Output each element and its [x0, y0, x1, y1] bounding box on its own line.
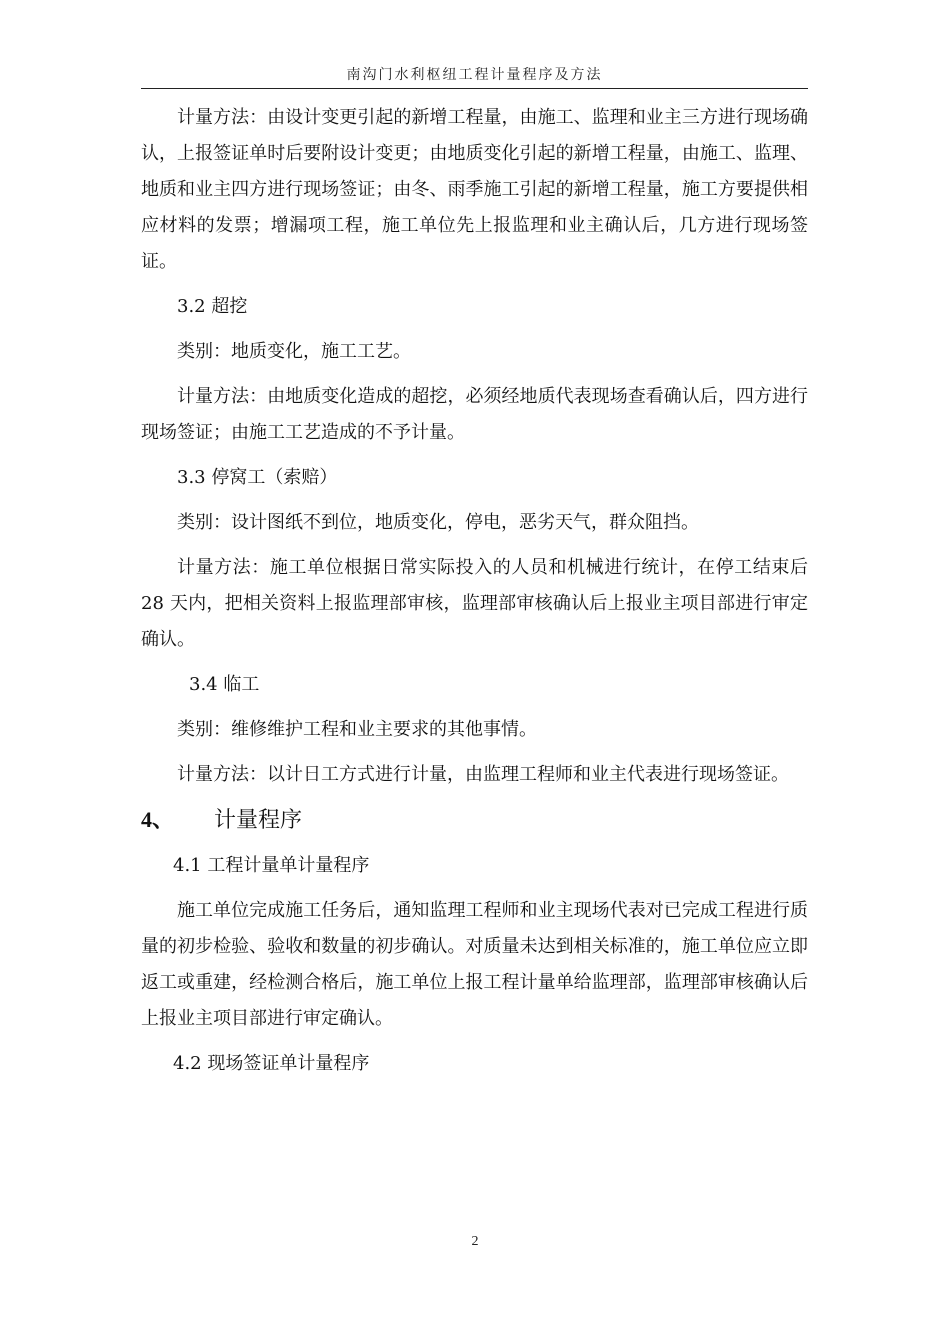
paragraph-3-4-method: 计量方法：以计日工方式进行计量，由监理工程师和业主代表进行现场签证。	[177, 764, 789, 785]
section-4-heading	[141, 802, 808, 839]
paragraph-3-4-category: 类别：维修维护工程和业主要求的其他事情。	[177, 719, 537, 740]
heading-4-2: 4.2 现场签证单计量程序	[173, 1053, 370, 1074]
heading-3-2: 3.2 超挖	[177, 296, 248, 317]
heading-3-4: 3.4 临工	[189, 674, 260, 695]
page-number: 2	[471, 1234, 479, 1249]
paragraph-3-2-method: 计量方法：由地质变化造成的超挖，必须经地质代表现场查看确认后，四方进行现场签证；由施工工艺造成的不予计量。	[141, 386, 808, 443]
section-4-title: 计量程序	[214, 808, 303, 833]
document-body	[141, 100, 808, 1091]
section-4-number: 4、	[141, 807, 175, 832]
heading-4-1: 4.1 工程计量单计量程序	[173, 855, 370, 876]
heading-3-3: 3.3 停窝工（索赔）	[177, 467, 338, 488]
paragraph-3-1-method: 计量方法：由设计变更引起的新增工程量，由施工、监理和业主三方进行现场确认，上报签证单时后要附设计变更；由地质变化引起的新增工程量，由施工、监理、地质和业主四方进行现场签证；由冬、雨季施工引起的新增工程量，施工方要提供相应材料的发票；增漏项工程，施工单位先上报监理和业主确认后，几方进行现场签证。	[141, 107, 808, 272]
paragraph-3-3-method: 计量方法：施工单位根据日常实际投入的人员和机械进行统计，在停工结束后 28 天内，把相关资料上报监理部审核，监理部审核确认后上报业主项目部进行审定确认。	[141, 557, 808, 650]
paragraph-3-2-category: 类别：地质变化，施工工艺。	[177, 341, 411, 362]
paragraph-4-1: 施工单位完成施工任务后，通知监理工程师和业主现场代表对已完成工程进行质量的初步检验、验收和数量的初步确认。对质量未达到相关标准的，施工单位应立即返工或重建，经检测合格后，施工单位上报工程计量单给监理部，监理部审核确认后上报业主项目部进行审定确认。	[141, 900, 808, 1029]
paragraph-3-3-category: 类别：设计图纸不到位，地质变化，停电，恶劣天气，群众阻挡。	[177, 512, 699, 533]
page-header: 南沟门水利枢纽工程计量程序及方法	[346, 67, 603, 83]
header-rule	[141, 88, 808, 89]
